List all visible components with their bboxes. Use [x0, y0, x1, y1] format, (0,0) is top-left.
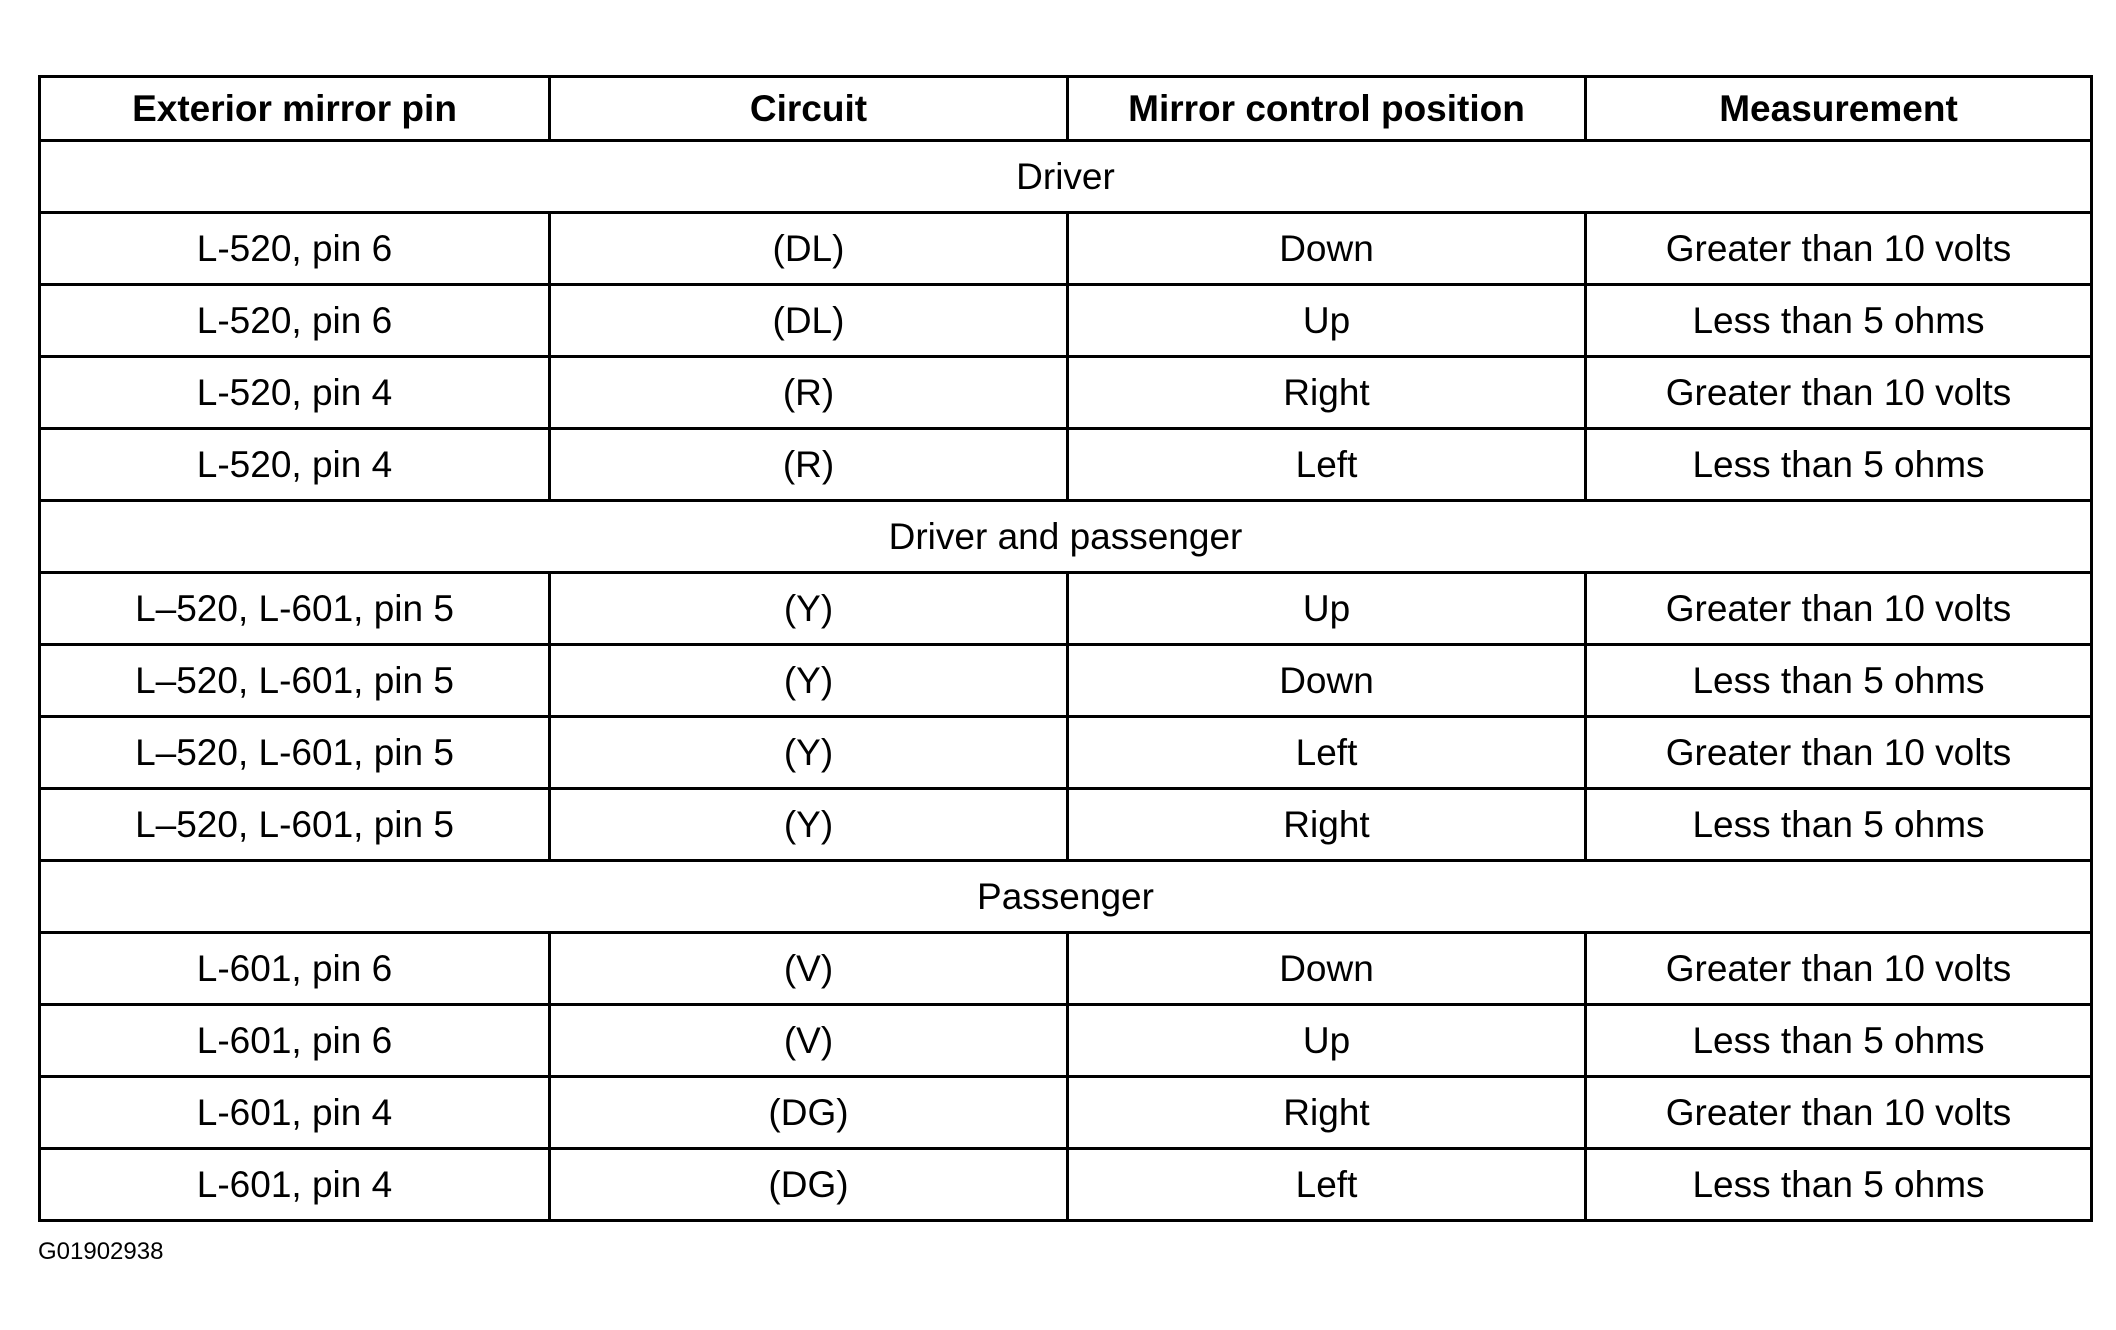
header-exterior-mirror-pin: Exterior mirror pin: [40, 77, 550, 141]
cell-measurement: Greater than 10 volts: [1586, 213, 2092, 285]
cell-mirror-control-position: Down: [1068, 645, 1586, 717]
cell-circuit: (Y): [550, 789, 1068, 861]
cell-measurement: Greater than 10 volts: [1586, 357, 2092, 429]
cell-measurement: Less than 5 ohms: [1586, 789, 2092, 861]
cell-exterior-mirror-pin: L-520, pin 4: [40, 357, 550, 429]
cell-circuit: (DG): [550, 1149, 1068, 1221]
cell-mirror-control-position: Right: [1068, 357, 1586, 429]
section-row: [40, 501, 2092, 573]
cell-mirror-control-position: Left: [1068, 1149, 1586, 1221]
header-mirror-control-position: Mirror control position: [1068, 77, 1586, 141]
cell-measurement: Greater than 10 volts: [1586, 933, 2092, 1005]
cell-circuit: (DL): [550, 285, 1068, 357]
table-row: [40, 285, 2092, 357]
cell-mirror-control-position: Left: [1068, 717, 1586, 789]
cell-mirror-control-position: Up: [1068, 1005, 1586, 1077]
table-row: [40, 357, 2092, 429]
table-row: [40, 645, 2092, 717]
cell-measurement: Less than 5 ohms: [1586, 1149, 2092, 1221]
section-title: Driver: [40, 141, 2092, 213]
cell-circuit: (DL): [550, 213, 1068, 285]
cell-circuit: (R): [550, 429, 1068, 501]
cell-exterior-mirror-pin: L-601, pin 4: [40, 1077, 550, 1149]
table-row: [40, 1077, 2092, 1149]
cell-circuit: (DG): [550, 1077, 1068, 1149]
cell-exterior-mirror-pin: L-520, pin 6: [40, 213, 550, 285]
cell-measurement: Greater than 10 volts: [1586, 1077, 2092, 1149]
cell-exterior-mirror-pin: L–520, L-601, pin 5: [40, 717, 550, 789]
cell-exterior-mirror-pin: L–520, L-601, pin 5: [40, 645, 550, 717]
table-row: [40, 717, 2092, 789]
cell-circuit: (Y): [550, 573, 1068, 645]
table-row: [40, 789, 2092, 861]
table-row: [40, 429, 2092, 501]
table-row: [40, 1149, 2092, 1221]
cell-circuit: (Y): [550, 645, 1068, 717]
cell-exterior-mirror-pin: L-601, pin 6: [40, 933, 550, 1005]
table-row: [40, 213, 2092, 285]
mirror-pin-measurement-table: [38, 75, 2093, 1222]
cell-measurement: Less than 5 ohms: [1586, 645, 2092, 717]
cell-measurement: Greater than 10 volts: [1586, 717, 2092, 789]
cell-exterior-mirror-pin: L-520, pin 4: [40, 429, 550, 501]
cell-exterior-mirror-pin: L–520, L-601, pin 5: [40, 789, 550, 861]
cell-mirror-control-position: Down: [1068, 933, 1586, 1005]
section-title: Passenger: [40, 861, 2092, 933]
cell-mirror-control-position: Up: [1068, 285, 1586, 357]
cell-exterior-mirror-pin: L–520, L-601, pin 5: [40, 573, 550, 645]
cell-exterior-mirror-pin: L-520, pin 6: [40, 285, 550, 357]
table-row: [40, 933, 2092, 1005]
cell-measurement: Less than 5 ohms: [1586, 285, 2092, 357]
table-row: [40, 573, 2092, 645]
table-body: [40, 141, 2092, 1221]
figure-id: G01902938: [38, 1238, 164, 1265]
cell-circuit: (V): [550, 933, 1068, 1005]
cell-exterior-mirror-pin: L-601, pin 6: [40, 1005, 550, 1077]
cell-mirror-control-position: Right: [1068, 1077, 1586, 1149]
cell-measurement: Less than 5 ohms: [1586, 429, 2092, 501]
cell-mirror-control-position: Left: [1068, 429, 1586, 501]
cell-circuit: (R): [550, 357, 1068, 429]
header-circuit: Circuit: [550, 77, 1068, 141]
section-row: [40, 141, 2092, 213]
header-measurement: Measurement: [1586, 77, 2092, 141]
cell-exterior-mirror-pin: L-601, pin 4: [40, 1149, 550, 1221]
table-row: [40, 1005, 2092, 1077]
cell-mirror-control-position: Down: [1068, 213, 1586, 285]
section-row: [40, 861, 2092, 933]
cell-circuit: (V): [550, 1005, 1068, 1077]
table-header-row: [40, 77, 2092, 141]
cell-measurement: Greater than 10 volts: [1586, 573, 2092, 645]
cell-circuit: (Y): [550, 717, 1068, 789]
cell-measurement: Less than 5 ohms: [1586, 1005, 2092, 1077]
cell-mirror-control-position: Right: [1068, 789, 1586, 861]
cell-mirror-control-position: Up: [1068, 573, 1586, 645]
section-title: Driver and passenger: [40, 501, 2092, 573]
